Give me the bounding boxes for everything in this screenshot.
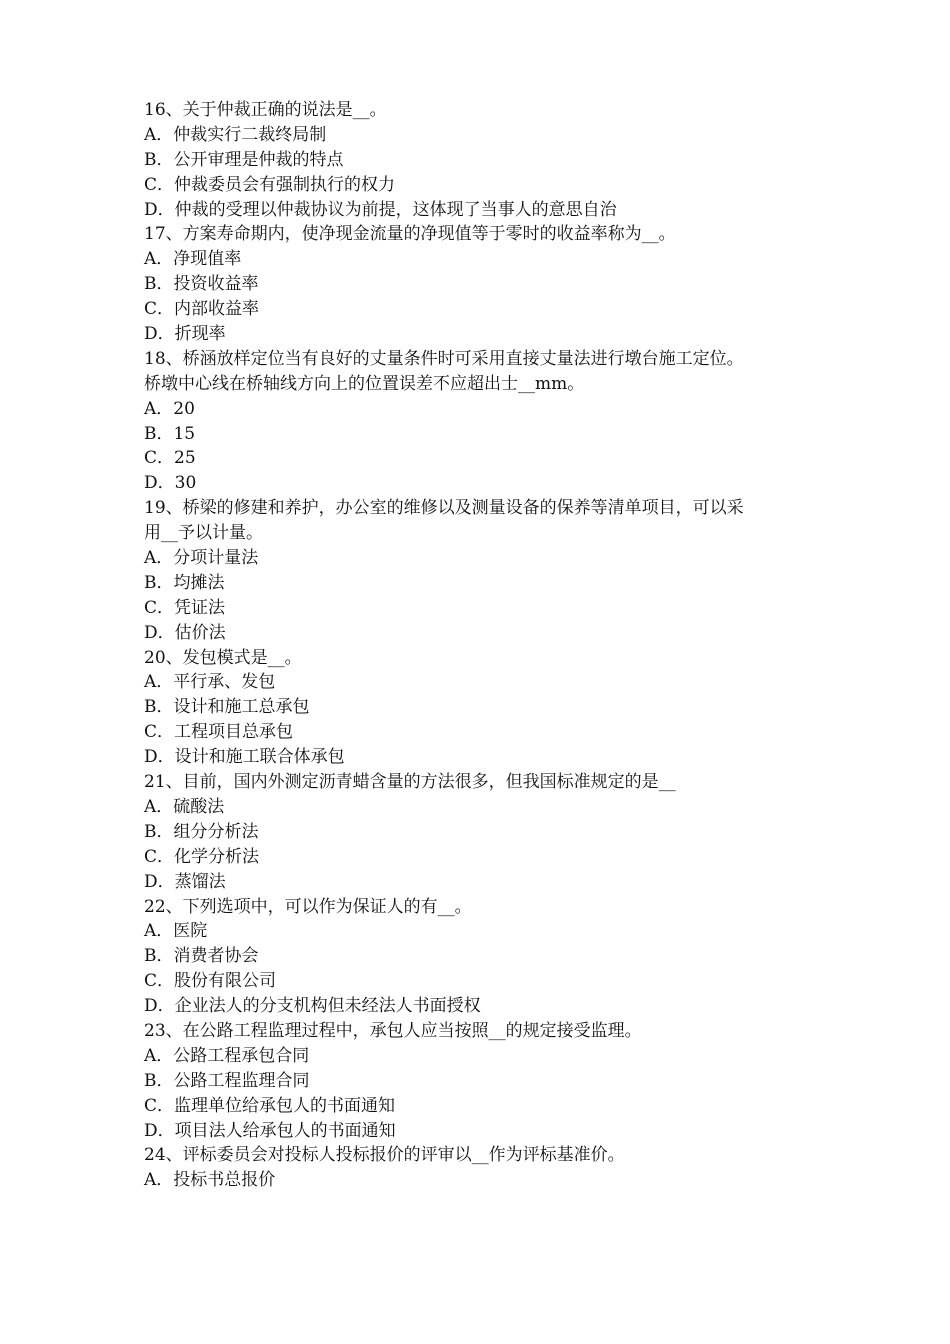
option-line: A．投标书总报价 [144,1170,276,1191]
question-18-text: 18、桥涵放样定位当有良好的丈量条件时可采用直接丈量法进行墩台施工定位。 [144,348,744,369]
option-line: D．项目法人给承包人的书面通知 [144,1120,396,1141]
option-line: D．设计和施工联合体承包 [144,747,345,768]
option-line: D．企业法人的分支机构但未经法人书面授权 [144,996,481,1017]
option-line: C．25 [144,448,196,469]
option-line: B．公开审理是仲裁的特点 [144,149,344,170]
question-16-text: 16、关于仲裁正确的说法是__。 [144,100,387,120]
option-line: A．硫酸法 [144,796,225,817]
option-line: B．设计和施工总承包 [144,697,310,718]
option-line: B．公路工程监理合同 [144,1070,310,1091]
option-line: B．消费者协会 [144,946,259,967]
option-line: A．公路工程承包合同 [144,1045,310,1066]
document-body [144,98,824,1193]
question-20-text: 20、发包模式是__。 [144,647,302,668]
question-21-text: 21、目前，国内外测定沥青蜡含量的方法很多，但我国标准规定的是__ [144,772,676,793]
option-line: D．30 [144,473,197,494]
option-line: A．分项计量法 [144,548,259,569]
option-line: B．组分分析法 [144,821,259,842]
question-22-text: 22、下列选项中，可以作为保证人的有__。 [144,896,472,917]
question-17-text: 17、方案寿命期内，使净现金流量的净现值等于零时的收益率称为__。 [144,224,676,245]
option-line: C．凭证法 [144,597,226,618]
option-line: D．折现率 [144,324,226,345]
question-18-text-continued: 桥墩中心线在桥轴线方向上的位置误差不应超出士__mm。 [144,373,585,394]
option-line: C．工程项目总承包 [144,722,294,743]
option-line: A．医院 [144,921,208,942]
option-line: C．股份有限公司 [144,971,277,992]
option-line: C．化学分析法 [144,846,260,867]
option-line: A．仲裁实行二裁终局制 [144,124,327,145]
option-line: B．均摊法 [144,572,225,593]
option-line: C．监理单位给承包人的书面通知 [144,1095,396,1116]
option-line: A．平行承、发包 [144,672,276,693]
option-line: B．投资收益率 [144,274,259,295]
question-19-text: 19、桥梁的修建和养护，办公室的维修以及测量设备的保养等清单项目，可以采 [144,498,744,519]
option-line: D．蒸馏法 [144,871,226,892]
option-line: A．净现值率 [144,249,242,270]
option-line: D．仲裁的受理以仲裁协议为前提，这体现了当事人的意思自治 [144,199,617,220]
option-line: C．内部收益率 [144,299,260,320]
question-24-text: 24、评标委员会对投标人投标报价的评审以__作为评标基准价。 [144,1145,625,1166]
option-line: A．20 [144,398,195,419]
option-line: C．仲裁委员会有强制执行的权力 [144,174,396,195]
option-line: D．估价法 [144,622,226,643]
question-19-text-continued: 用__予以计量。 [144,523,263,544]
option-line: B．15 [144,423,196,444]
question-23-text: 23、在公路工程监理过程中，承包人应当按照__的规定接受监理。 [144,1020,642,1041]
